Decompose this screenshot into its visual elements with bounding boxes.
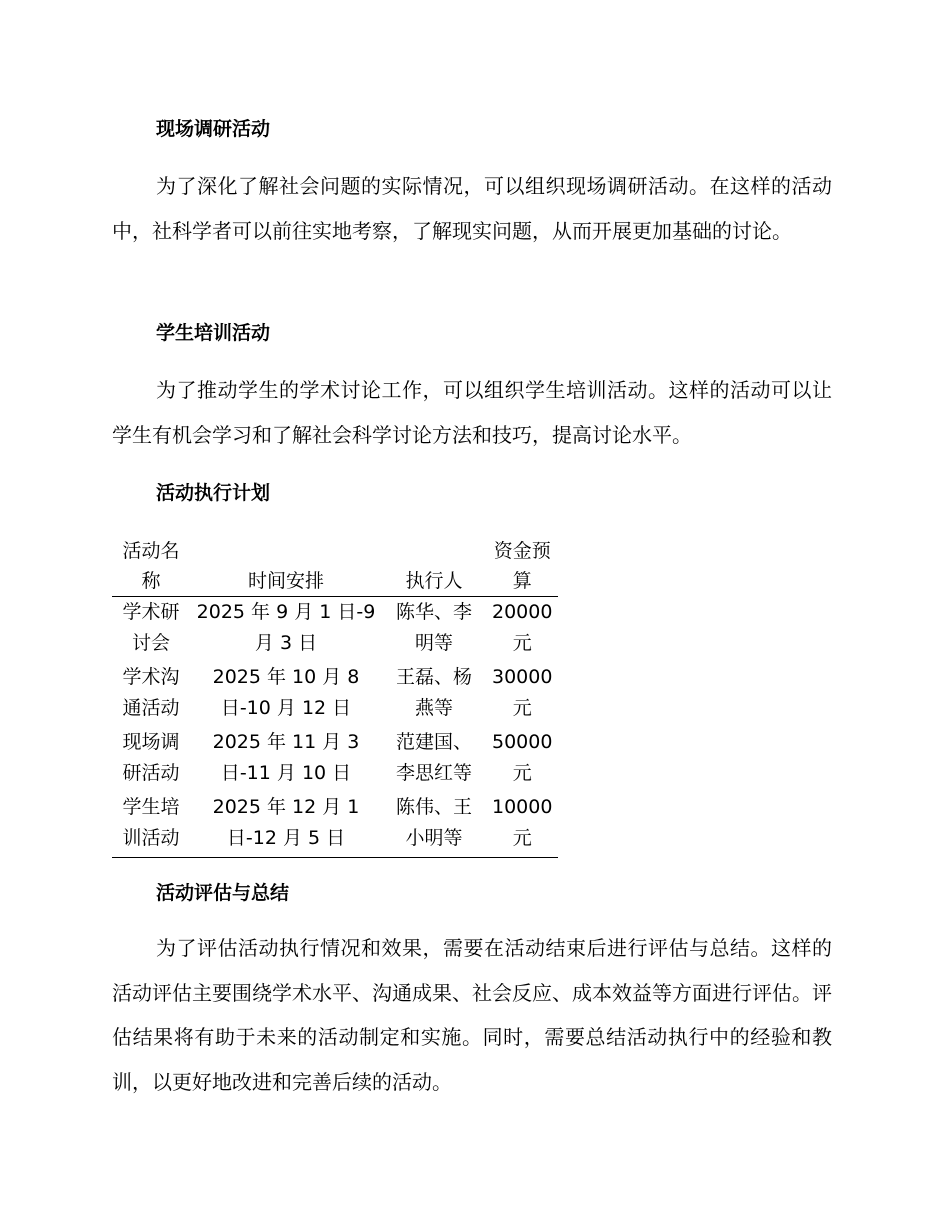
- cell-schedule: 2025 年 11 月 3 日-11 月 10 日: [212, 731, 360, 784]
- cell-executor: 范建国、李思红等: [395, 731, 472, 784]
- section-heading-student-training: 学生培训活动: [156, 322, 271, 344]
- table-row: [112, 662, 558, 727]
- table-row: [112, 727, 558, 792]
- table-row: [112, 792, 558, 858]
- table-row: [112, 597, 558, 663]
- cell-executor: 陈伟、王小明等: [395, 796, 472, 849]
- cell-budget: 50000 元: [492, 731, 553, 784]
- cell-schedule: 2025 年 10 月 8 日-10 月 12 日: [212, 666, 360, 719]
- column-header-executor: 执行人: [405, 570, 463, 592]
- cell-executor: 王磊、杨燕等: [395, 666, 472, 719]
- cell-schedule: 2025 年 12 月 1 日-12 月 5 日: [212, 796, 360, 849]
- cell-schedule: 2025 年 9 月 1 日-9 月 3 日: [196, 601, 376, 654]
- activity-plan-table: [112, 536, 558, 858]
- column-header-activity-name: 活动名称: [122, 540, 180, 592]
- section-paragraph-field-research: 为了深化了解社会问题的实际情况，可以组织现场调研活动。在这样的活动中，社科学者可以前往实地考察，了解现实问题，从而开展更加基础的讨论。: [112, 174, 832, 243]
- cell-activity-name: 现场调研活动: [122, 731, 180, 784]
- section-paragraph-student-training: 为了推动学生的学术讨论工作，可以组织学生培训活动。这样的活动可以让学生有机会学习和了解社会科学讨论方法和技巧，提高讨论水平。: [112, 378, 832, 447]
- cell-budget: 30000 元: [492, 666, 553, 719]
- cell-budget: 20000 元: [492, 601, 553, 654]
- cell-executor: 陈华、李明等: [395, 601, 472, 654]
- section-heading-field-research: 现场调研活动: [156, 118, 271, 140]
- table-header-row: [112, 536, 558, 597]
- section-heading-execution-plan: 活动执行计划: [156, 482, 271, 504]
- column-header-schedule: 时间安排: [247, 570, 324, 592]
- section-heading-evaluation: 活动评估与总结: [156, 882, 290, 904]
- cell-budget: 10000 元: [492, 796, 553, 849]
- column-header-budget: 资金预算: [493, 540, 551, 592]
- cell-activity-name: 学术沟通活动: [122, 666, 180, 719]
- cell-activity-name: 学生培训活动: [122, 796, 180, 849]
- cell-activity-name: 学术研讨会: [122, 601, 180, 654]
- section-paragraph-evaluation: 为了评估活动执行情况和效果，需要在活动结束后进行评估与总结。这样的活动评估主要围绕学术水平、沟通成果、社会反应、成本效益等方面进行评估。评估结果将有助于未来的活动制定和实施。同时，需要总结活动执行中的经验和教训，以更好地改进和完善后续的活动。: [112, 936, 832, 1094]
